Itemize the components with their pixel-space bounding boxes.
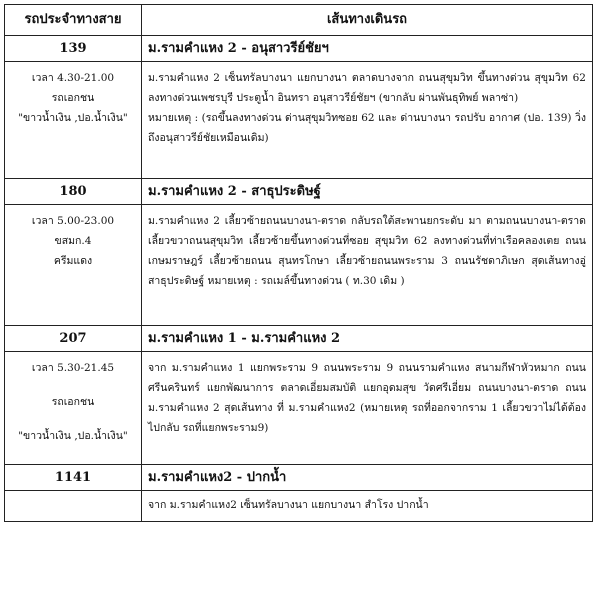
route-note: หมายเหตุ : (รถขึ้นลงทางด่วน ด่านสุขุมวิทซอย 62 และ ด่านบางนา รถปรับ อากาศ (ปอ. 139) วิ่งถึงอนุสาวรีย์ชัยเหมือนเดิม) <box>148 112 586 144</box>
route-info-cell <box>5 352 142 465</box>
route-info-cell <box>5 205 142 326</box>
route-hours: เวลา 5.30-21.45 <box>31 362 115 374</box>
route-description-cell <box>142 205 593 326</box>
bus-routes-table <box>4 4 593 522</box>
route-hours: เวลา 4.30-21.00 <box>31 72 115 84</box>
route-info-cell <box>5 491 142 522</box>
route-207-detail-row <box>5 352 593 465</box>
route-colors: ครีมแดง <box>53 255 93 267</box>
route-description: ม.รามคำแหง 2 เซ็นทรัลบางนา แยกบางนา ตลาดบางจาก ถนนสุขุมวิท ขึ้นทางด่วน สุขุมวิท 62 ลงทางด่วนเพชรบุรี ประตูน้ำ อินทรา อนุสาวรีย์ชัยฯ (ขากลับ ผ่านพันธุทิพย์ พลาซ่า) <box>148 72 586 104</box>
route-number: 180 <box>5 179 142 205</box>
route-info-cell <box>5 62 142 179</box>
spacer <box>7 378 139 392</box>
route-name: ม.รามคำแหง2 - ปากน้ำ <box>142 465 593 491</box>
route-description-cell <box>142 352 593 465</box>
route-description-cell <box>142 62 593 179</box>
route-name: ม.รามคำแหง 2 - อนุสาวรีย์ชัยฯ <box>142 36 593 62</box>
route-207-header-row <box>5 326 593 352</box>
route-1141-header-row <box>5 465 593 491</box>
route-colors: "ขาวน้ำเงิน ,ปอ.น้ำเงิน" <box>18 430 128 442</box>
route-1141-detail-row <box>5 491 593 522</box>
route-180-detail-row <box>5 205 593 326</box>
route-hours: เวลา 5.00-23.00 <box>31 215 115 227</box>
route-139-detail-row <box>5 62 593 179</box>
route-180-header-row <box>5 179 593 205</box>
route-description-cell <box>142 491 593 522</box>
route-name: ม.รามคำแหง 2 - สาธุประดิษฐ์ <box>142 179 593 205</box>
route-operator: รถเอกชน <box>51 396 95 408</box>
route-number: 139 <box>5 36 142 62</box>
table-header-row <box>5 5 593 36</box>
route-description: ม.รามคำแหง 2 เลี้ยวซ้ายถนนบางนา-ตราด กลับรถใต้สะพานยกระดับ มา ตามถนนบางนา-ตราด เลี้ยวขวาถนนสุขุมวิท เลี้ยวซ้ายขึ้นทางด่วนที่ซอย สุขุมวิท 62 ลงทางด่วนที่ท่าเรือคลองเตย ถนนเกษมราษฎร์ เลี้ยวซ้ายถนน สุนทรโกษา เลี้ยวซ้ายถนนพระราม 3 ถนนรัชดาภิเษก สุดเส้นทางอู่สาธุประดิษฐ์ หมายเหตุ : รถเมล์ขึ้นทางด่วน ( ท.30 เดิม ) <box>148 215 586 287</box>
route-number: 207 <box>5 326 142 352</box>
header-route-column: รถประจำทางสาย <box>5 5 142 36</box>
spacer <box>7 412 139 426</box>
route-operator: รถเอกชน <box>51 92 95 104</box>
route-colors: "ขาวน้ำเงิน ,ปอ.น้ำเงิน" <box>18 112 128 124</box>
route-139-header-row <box>5 36 593 62</box>
route-description: จาก ม.รามคำแหง2 เซ็นทรัลบางนา แยกบางนา สำโรง ปากน้ำ <box>148 499 429 511</box>
route-number: 1141 <box>5 465 142 491</box>
route-operator: ขสมก.4 <box>54 235 92 247</box>
header-path-column: เส้นทางเดินรถ <box>142 5 593 36</box>
route-name: ม.รามคำแหง 1 - ม.รามคำแหง 2 <box>142 326 593 352</box>
route-description: จาก ม.รามคำแหง 1 แยกพระราม 9 ถนนพระราม 9 ถนนรามคำแหง สนามกีฬาหัวหมาก ถนนศรีนครินทร์ แยกพัฒนาการ ตลาดเอี่ยมสมบัติ แยกอุดมสุข วัดศรีเอี่ยม ถนนบางนา-ตราด ถนน ม.รามคำแหง 2 สุดเส้นทาง ที่ ม.รามคำแหง2 (หมายเหตุ รถที่ออกจากราม 1 เลี้ยวขวาไม่ได้ต้องไปกลับ รถที่แยกพระราม9) <box>148 362 586 434</box>
